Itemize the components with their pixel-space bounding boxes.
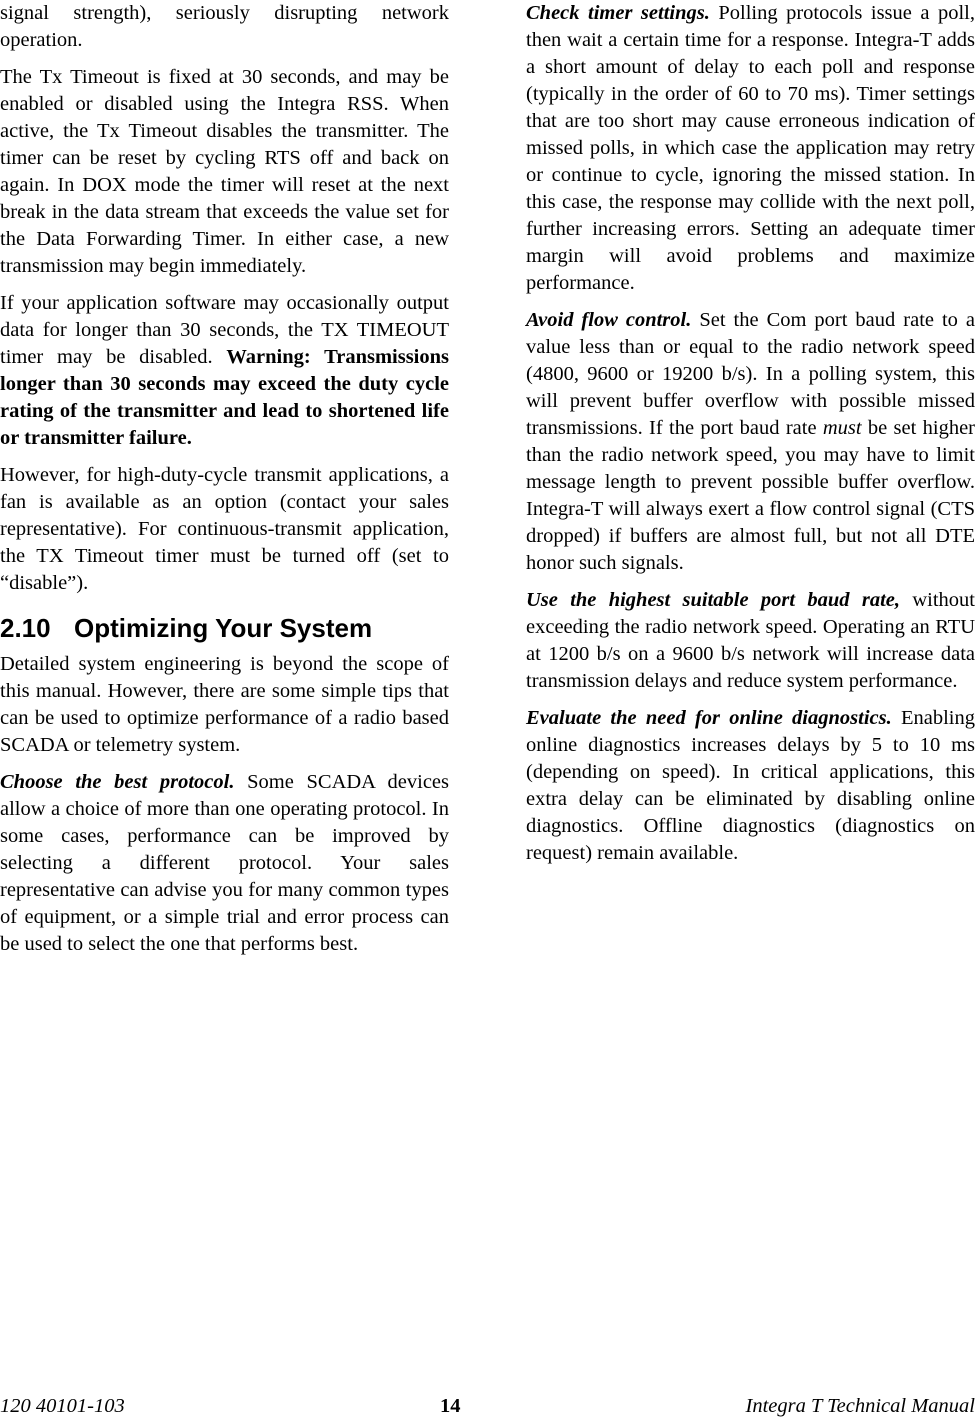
tip-lead: Avoid flow control. (526, 309, 692, 331)
tip-choose-protocol (0, 769, 449, 958)
tip-lead: Evaluate the need for online diagnostics. (526, 707, 892, 729)
tip-check-timer (526, 0, 975, 297)
paragraph-fan-option: However, for high-duty-cycle transmit applications, a fan is available as an option (contact your sales representative). For continuous-transmit application, the TX Timeout timer must be turned off (set to “disable”). (0, 464, 449, 594)
tip-online-diagnostics (526, 705, 975, 867)
document-number: 120 40101-103 (0, 1395, 125, 1417)
page-footer (0, 1392, 975, 1420)
section-number: 2.10 (0, 613, 51, 643)
tip-text: without exceeding the radio network speed. Operating an RTU at 1200 b/s on a 9600 b/s network will increase data transmission delays and reduce system performance. (526, 589, 975, 692)
tip-text: Enabling online diagnostics increases delays by 5 to 10 ms (depending on speed). In critical applications, this extra delay can be eliminated by disabling online diagnostics. Offline diagnostics (diagnostics on request) remain available. (526, 707, 975, 864)
left-column (0, 0, 449, 968)
tip-text: Some SCADA devices allow a choice of more than one operating protocol. In some cases, performance can be improved by selecting a different protocol. Your sales representative can advise you for many common types of equipment, or a simple trial and error process can be used to select the one that performs best. (0, 771, 449, 955)
tx-timeout-disable-text: If your application software may occasionally output data for longer than 30 seconds, the TX TIMEOUT timer may be disabled. (0, 292, 449, 368)
paragraph-intro: Detailed system engineering is beyond the scope of this manual. However, there are some simple tips that can be used to optimize performance of a radio based SCADA or telemetry system. (0, 653, 449, 756)
tip-lead: Use the highest suitable port baud rate, (526, 589, 901, 611)
page-number: 14 (440, 1395, 461, 1417)
tip-avoid-flow-control (526, 307, 975, 577)
tip-lead: Check timer settings. (526, 2, 710, 24)
paragraph-tx-timeout: The Tx Timeout is fixed at 30 seconds, and may be enabled or disabled using the Integra RSS. When active, the Tx Timeout disables the transmitter. The timer can be reset by cycling RTS off and back on again. In DOX mode the timer will reset at the next break in the data stream that exceeds the value set for the Data Forwarding Timer. In either case, a new transmission may begin immediately. (0, 66, 449, 277)
tip-text: Polling protocols issue a poll, then wait a certain time for a response. Integra-T adds a short amount of delay to each poll and response (typically in the order of 60 to 70 ms). Timer settings that are too short may cause erroneous indication of missed polls, in which case the application may retry or continue to cycle, ignoring the missed station. In this case, the response may collide with the next poll, further increasing errors. Setting an adequate timer margin will avoid problems and maximize performance. (526, 2, 975, 294)
tip-highest-baud-rate (526, 587, 975, 695)
section-heading (0, 611, 449, 645)
section-title: Optimizing Your System (74, 613, 373, 643)
paragraph-tx-timeout-disable (0, 290, 449, 452)
tip-text: Set the Com port baud rate to a value less than or equal to the radio network speed (4800, 9600 or 19200 b/s). In a polling system, this will prevent buffer overflow with possible missed transmissions. If the port baud rate (526, 309, 975, 439)
right-column (526, 0, 975, 877)
tip-lead: Choose the best protocol. (0, 771, 235, 793)
warning-text: Warning: Transmissions longer than 30 seconds may exceed the duty cycle rating of the transmitter and lead to shortened life or transmitter failure. (0, 346, 450, 449)
paragraph-network-disruption: signal strength), seriously disrupting network operation. (0, 2, 449, 51)
emphasis-must: must (822, 417, 862, 439)
manual-title: Integra T Technical Manual (745, 1395, 975, 1417)
tip-text-continued: be set higher than the radio network speed, you may have to limit message length to prevent possible buffer overflow. Integra-T will always exert a flow control signal (CTS dropped) if buffers are almost full, but not all DTE honor such signals. (526, 417, 975, 574)
